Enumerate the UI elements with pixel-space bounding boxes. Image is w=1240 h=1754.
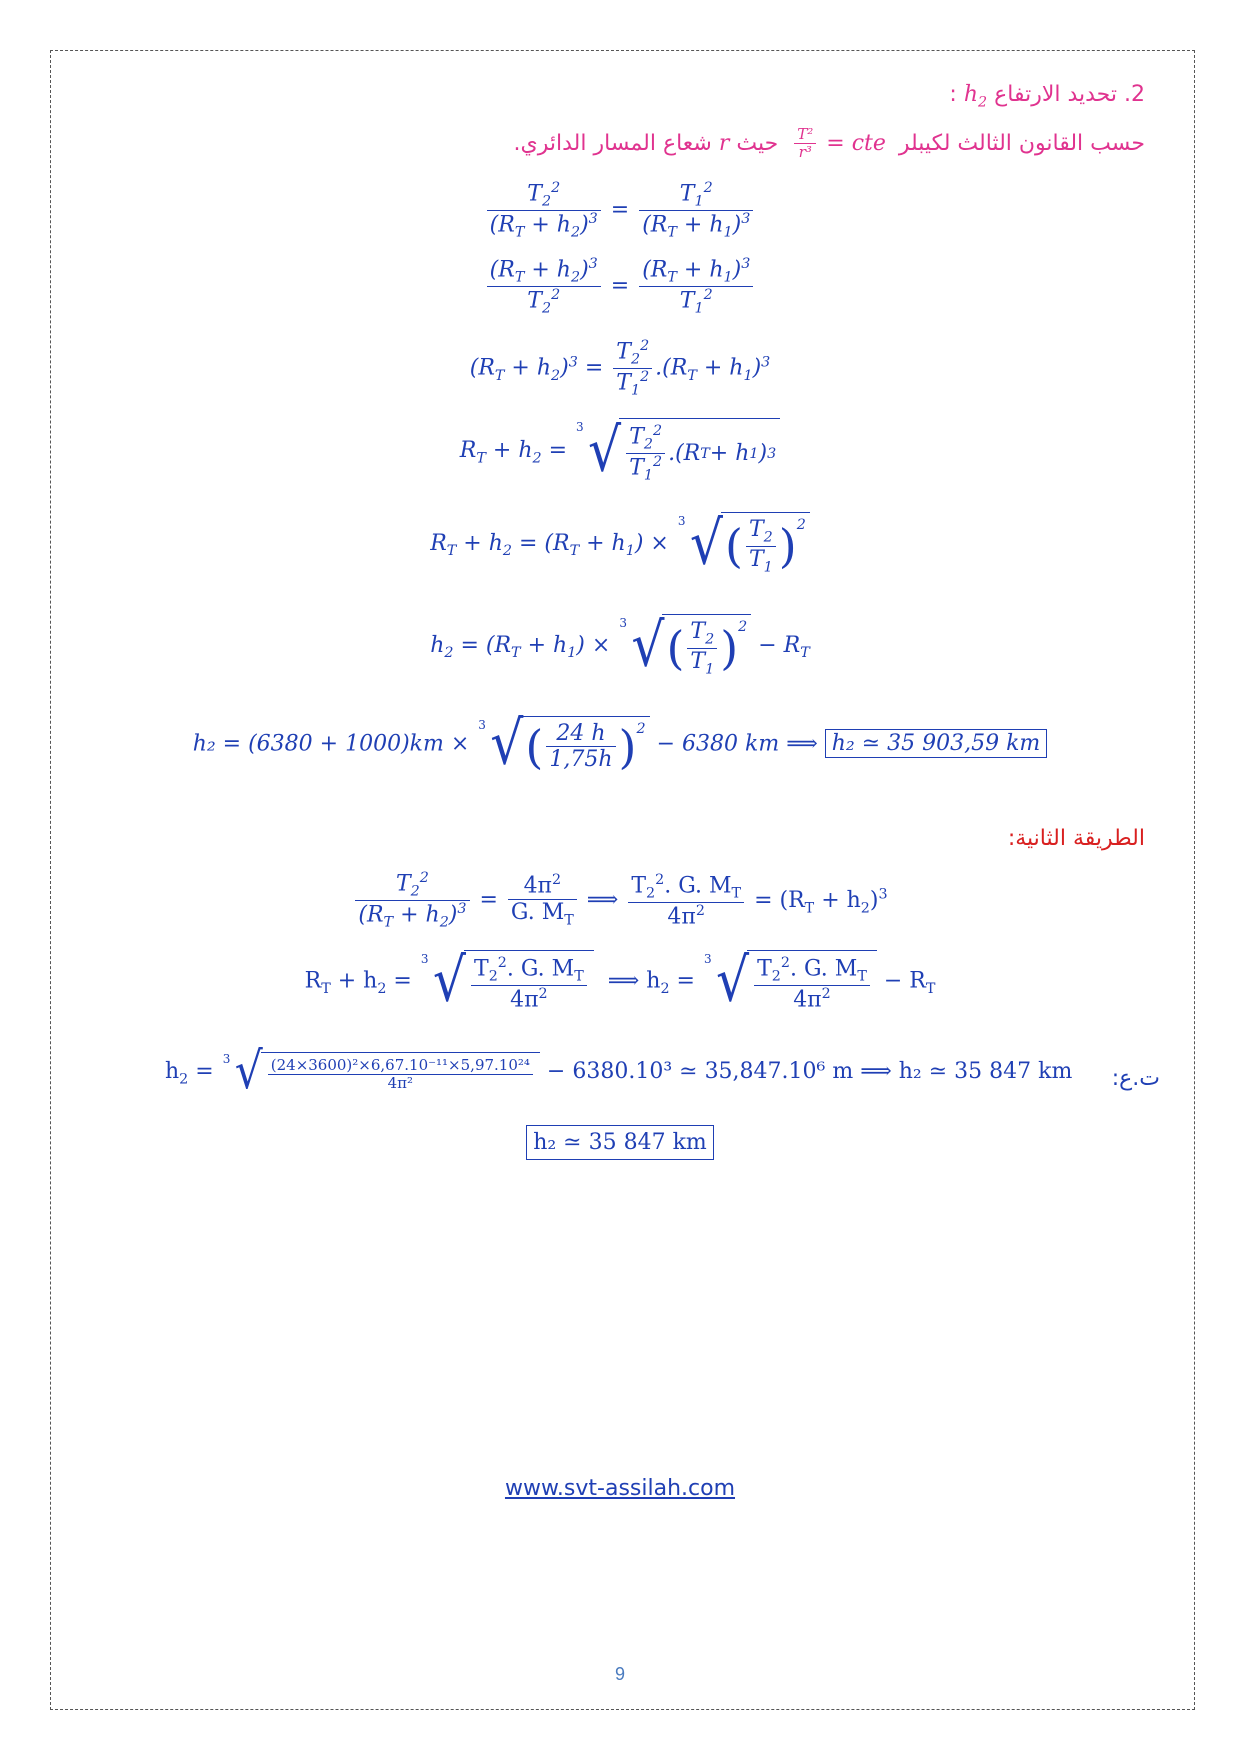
result-box-1: h₂ ≃ 35 903,59 km	[825, 729, 1048, 758]
section-heading: 2. تحديد الارتفاع $h_2$ :	[949, 82, 1145, 111]
equation-8: $\frac{T_2^2}{(R_T + h_2)^3}$ = $\frac{4\pi^2}{G. M_T}$ ⟹ $\frac{T_2^2. G. M_T}{4\pi^2}$ = $(R_T + h_2)^3$	[0, 870, 1240, 931]
heading-colon: :	[949, 82, 957, 107]
final-result-line	[0, 1130, 1240, 1155]
numeric-equation: $h_2$ = 3 √ $\frac{\text{(24×3600)²×6,67.10⁻¹¹×5,97.10²⁴}}{\text{4π²}}$ − 6380.10³ ≃ 35,847.10⁶ m ⟹ h₂ ≃ 35 847 km	[165, 1042, 1073, 1101]
equation-5: $R_T + h_2 = (R_T + h_1)$ × 3 √ ( $\frac{T_2}{T_1}$ ) $^2$	[0, 512, 1240, 576]
substitution-tail: − 6380 km ⟹	[656, 731, 818, 757]
equation-2: $\frac{(R_T + h_2)^3}{T_2^2}$ = $\frac{(R_T + h_1)^3}{T_1^2}$	[0, 256, 1240, 317]
kepler-text-b: حيث	[736, 130, 779, 156]
equation-6: $h_2 = (R_T + h_1)$ × 3 √ ( $\frac{T_2}{T_1}$ ) $^2$ − $R_T$	[430, 611, 810, 681]
equation-9: $R_T + h_2$ = 3 √ $\frac{T_2^2. G. M_T}{4\pi^2}$ ⟹ $h_2$ = 3 √ $\frac{T_2^2. G. M_T}{4\pi^2}$ − $R_T$	[304, 946, 936, 1016]
numeric-label: ت.ع:	[1111, 1066, 1160, 1091]
sub1-numerator: 24 h	[546, 721, 615, 747]
sub1-denominator: 1,75h	[549, 747, 613, 773]
equation-3: $(R_T + h_2)^3$ = $\frac{T_2^2}{T_1^2}$ $.(R_T + h_1)^3$	[469, 338, 771, 399]
numeric-radicand-num: (24×3600)²×6,67.10⁻¹¹×5,97.10²⁴	[268, 1057, 533, 1075]
website-link[interactable]: www.svt-assilah.com	[504, 1476, 736, 1501]
kepler-statement: حسب القانون الثالث لكيبلر $\frac{\text{T²}}{\text{r³}}$ = cte حيث r شعاع المسار الدائري.	[513, 125, 1145, 162]
kepler-text-a: حسب القانون الثالث لكيبلر	[898, 130, 1145, 156]
kepler-eq-rhs: = cte	[826, 130, 886, 156]
substitution-lead: h₂ = (6380 + 1000)km ×	[192, 731, 470, 757]
substitution-equation: h₂ = (6380 + 1000)km × 3 √ ( $\frac{24 h}{1,75h}$ ) $^2$ − 6380 km ⟹ h₂ ≃ 35 903,59 km	[0, 716, 1240, 773]
heading-text: 2. تحديد الارتفاع	[994, 82, 1145, 107]
numeric-tail: − 6380.10³ ≃ 35,847.10⁶ m ⟹ h₂ ≃ 35 847 km	[546, 1059, 1073, 1084]
kepler-text-c: شعاع المسار الدائري.	[513, 130, 712, 156]
equation-4: $R_T + h_2$ = 3 √ $\frac{T_2^2}{T_1^2}$ .(R T + h 1 ) 3	[0, 418, 1240, 484]
second-method-heading: الطريقة الثانية:	[1007, 826, 1145, 851]
equation-1: $\frac{T_2^2}{(R_T + h_2)^3}$ = $\frac{T_1^2}{(R_T + h_1)^3}$	[0, 180, 1240, 241]
numeric-radicand-den: 4π²	[387, 1074, 414, 1092]
final-result-box: h₂ ≃ 35 847 km	[526, 1125, 714, 1160]
page-number: 9	[614, 1664, 625, 1684]
